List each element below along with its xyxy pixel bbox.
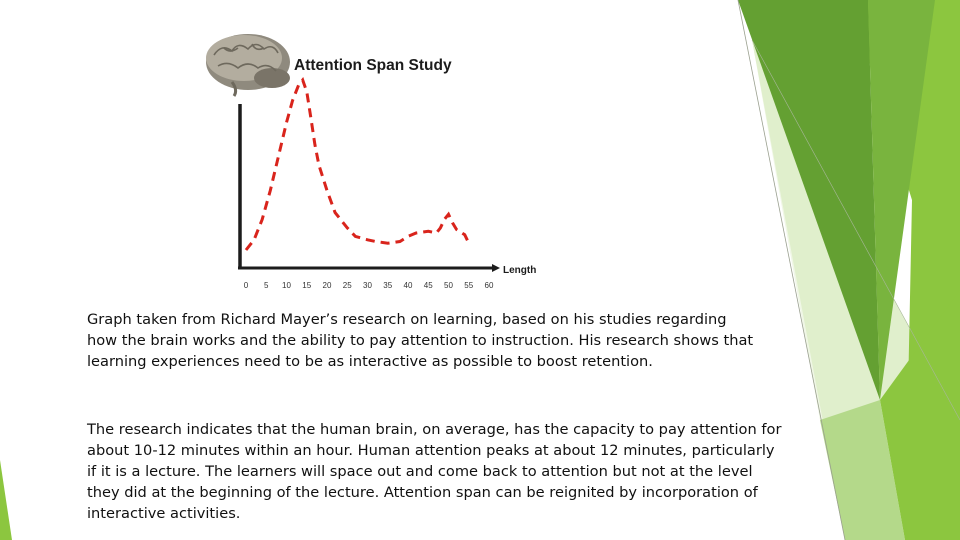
description-paragraph-2: The research indicates that the human brain, on average, has the capacity to pay attention for about 10-12 minutes within an hour. Human attention peaks at about 12 minutes, particularly if it is a lecture. The learners will space out and come back to attention but not at the level they did at the beginning of the lecture. Attention span can be reignited by incorporation of interactive activities. [87,421,782,522]
x-tick-label: 55 [464,281,474,290]
x-tick-label: 20 [322,281,332,290]
x-tick-label: 45 [423,281,433,290]
brain-icon [206,34,290,96]
chart-title: Attention Span Study [294,57,452,74]
x-tick-label: 50 [444,281,453,290]
series-line-attention [246,80,469,250]
x-tick-label: 40 [403,281,413,290]
x-tick-label: 5 [264,281,269,290]
x-tick-label: 15 [302,281,312,290]
x-axis-label: Length [503,265,537,276]
description-paragraph-1: Graph taken from Richard Mayer’s research on learning, based on his studies regarding how the brain works and the ability to pay attention to instruction. His research shows that learning experiences need to be as interactive as possible to boost retention. [87,311,754,370]
x-tick-label: 10 [282,281,291,290]
x-tick-label: 35 [383,281,393,290]
x-tick-label: 25 [342,281,352,290]
x-tick-label: 60 [484,281,494,290]
x-tick-label: 30 [363,281,372,290]
x-tick-label: 0 [243,281,249,290]
x-axis-arrow [492,264,500,272]
x-tick-labels [244,281,494,290]
